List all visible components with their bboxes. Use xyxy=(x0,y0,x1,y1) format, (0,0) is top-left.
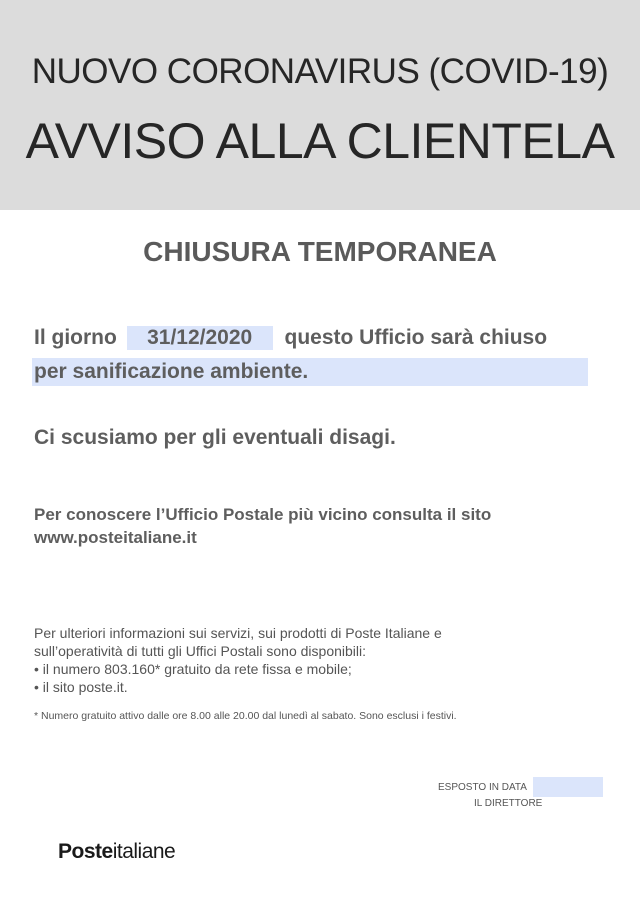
posted-date-label: ESPOSTO IN DATA xyxy=(438,782,527,793)
info-line: Per ulteriori informazioni sui servizi, sui prodotti di Poste Italiane e xyxy=(34,625,442,641)
notice-prefix: Il giorno xyxy=(34,326,117,349)
banner-title: AVVISO ALLA CLIENTELA xyxy=(25,113,615,169)
info-bullet-site: • il sito poste.it. xyxy=(34,679,128,695)
info-bullet-phone: • il numero 803.160* gratuito da rete fissa e mobile; xyxy=(34,661,352,677)
find-office-text xyxy=(34,503,614,549)
closure-reason-field[interactable]: per sanificazione ambiente. xyxy=(32,358,588,386)
poste-italiane-logo xyxy=(58,840,175,864)
logo-regular-part: italiane xyxy=(112,840,176,863)
posted-date-field[interactable] xyxy=(533,777,603,797)
footnote: * Numero gratuito attivo dalle ore 8.00 alle 20.00 dal lunedì al sabato. Sono esclusi i festivi. xyxy=(34,710,457,722)
director-label: IL DIRETTORE xyxy=(474,798,543,809)
notice-suffix: questo Ufficio sarà chiuso xyxy=(284,326,548,349)
find-office-line: Per conoscere l’Ufficio Postale più vicino consulta il sito xyxy=(34,505,492,524)
logo-bold-part: Poste xyxy=(58,840,113,863)
apology-text: Ci scusiamo per gli eventuali disagi. xyxy=(34,426,396,449)
header-banner xyxy=(0,0,640,210)
website-link[interactable]: www.posteitaliane.it xyxy=(34,528,197,547)
info-line: sull’operatività di tutti gli Uffici Postali sono disponibili: xyxy=(34,643,367,659)
info-block xyxy=(34,624,624,696)
banner-subtitle: NUOVO CORONAVIRUS (COVID-19) xyxy=(31,52,609,91)
closure-notice-line xyxy=(34,326,594,350)
closure-heading: CHIUSURA TEMPORANEA xyxy=(143,236,497,267)
closure-date-field[interactable]: 31/12/2020 xyxy=(127,326,273,350)
